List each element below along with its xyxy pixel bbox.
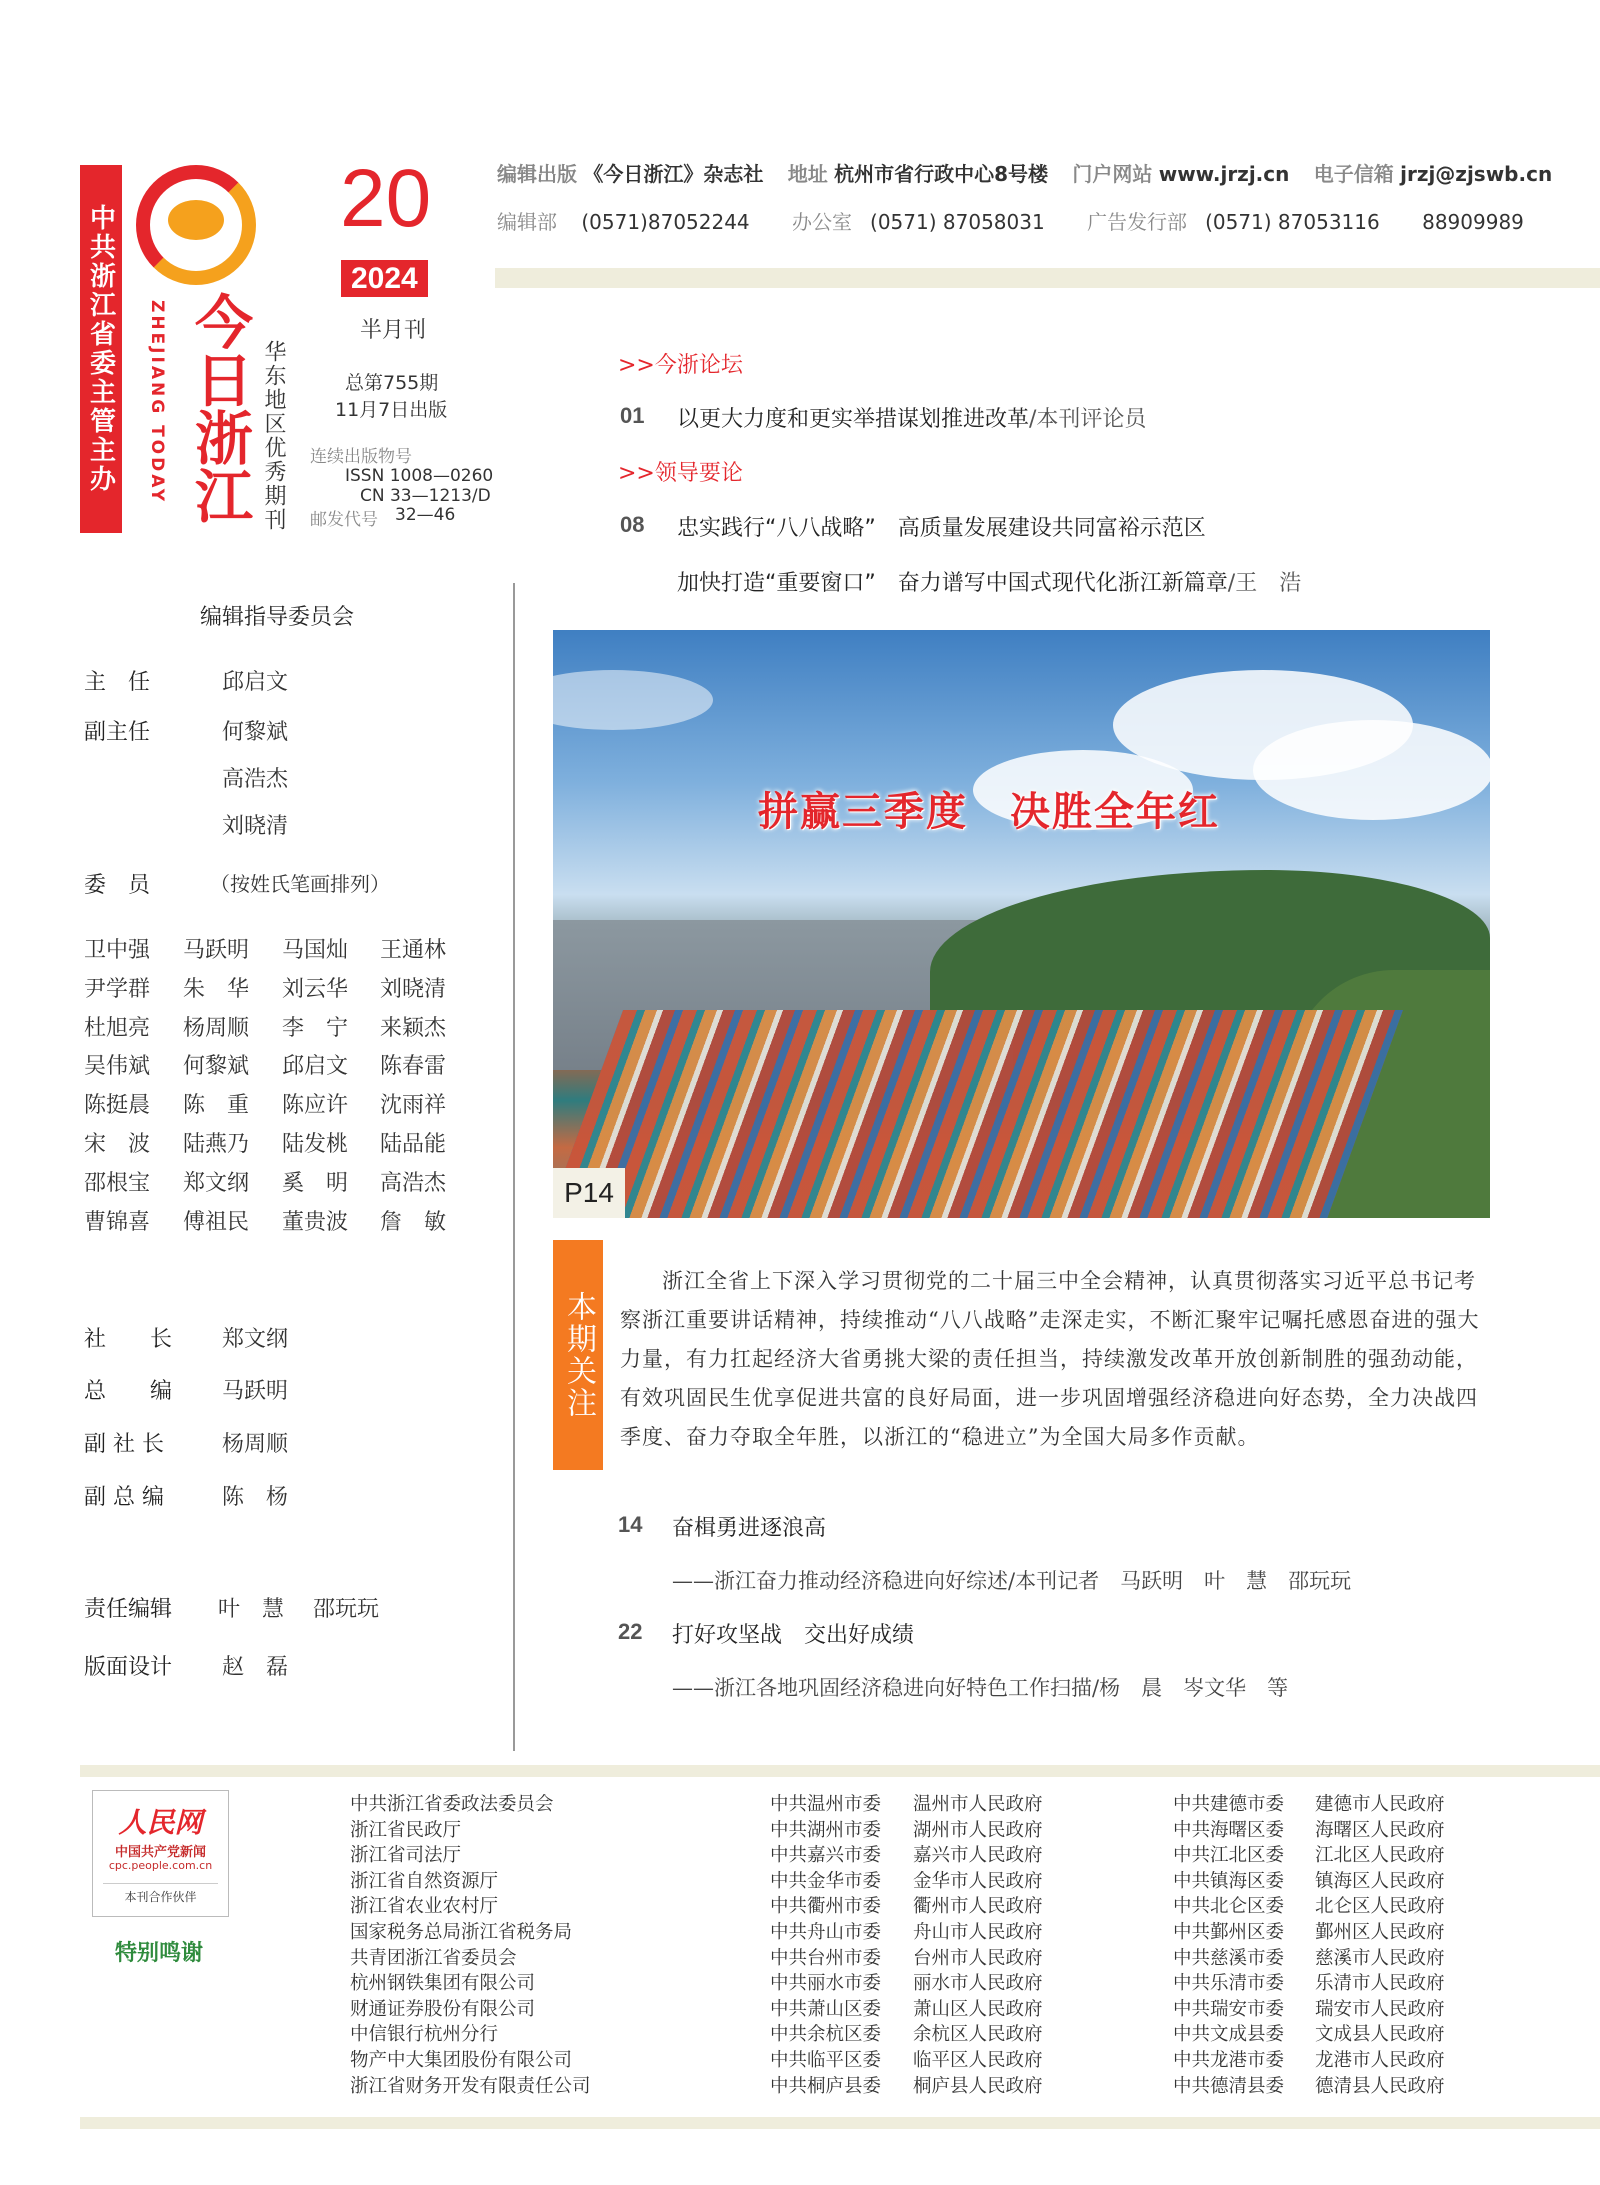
member-name: 吴伟斌 — [84, 1054, 151, 1080]
thanks-item: 中共龙港市委 — [1173, 2049, 1285, 2071]
thanks-item: 中共余杭区委 — [770, 2024, 882, 2046]
thanks-item: 中共慈溪市委 — [1173, 1947, 1285, 1969]
member-name: 陈挺晨 — [84, 1093, 151, 1119]
member-name: 陆燕乃 — [183, 1132, 250, 1157]
issn: ISSN 1008—0260 — [345, 466, 494, 486]
publisher-info — [497, 158, 1570, 187]
thanks-item: 丽水市人民政府 — [913, 1973, 1043, 1995]
thanks-item: 江北区人民政府 — [1315, 1845, 1445, 1867]
member-name: 高浩杰 — [380, 1170, 447, 1196]
thanks-item: 浙江省司法厅 — [350, 1845, 462, 1867]
member-name: 詹 敏 — [380, 1209, 447, 1235]
member-name: 奚 明 — [282, 1170, 349, 1196]
thanks-item: 台州市人民政府 — [913, 1947, 1043, 1969]
thanks-item: 中共建德市委 — [1173, 1794, 1285, 1815]
thanks-item: 桐庐县人民政府 — [913, 2075, 1043, 2097]
thanks-item: 龙港市人民政府 — [1315, 2049, 1445, 2071]
thanks-item: 德清县人民政府 — [1315, 2075, 1445, 2097]
magazine-honor: 华东地区优秀期刊 — [261, 340, 286, 532]
member-name: 宋 波 — [84, 1132, 151, 1157]
thanks-item: 中共北仑区委 — [1173, 1896, 1285, 1918]
thanks-item: 中信银行杭州分行 — [350, 2024, 499, 2046]
address-value: 杭州市省行政中心8号楼 — [834, 162, 1048, 186]
section-header: >>今浙论坛 — [618, 353, 743, 378]
member-name: 马国灿 — [282, 938, 349, 963]
column-divider — [513, 583, 515, 1751]
thanks-item: 中共金华市委 — [770, 1870, 882, 1892]
frequency: 半月刊 — [360, 318, 427, 343]
editorial-label: 编辑部 — [497, 210, 557, 234]
toc-author: /本刊评论员 — [1029, 407, 1147, 432]
thanks-item: 慈溪市人民政府 — [1315, 1947, 1445, 1969]
website-label: 门户网站 — [1072, 162, 1153, 186]
thanks-title: 特别鸣谢 — [115, 1940, 204, 1966]
deputy-role: 副主任 — [84, 720, 151, 745]
toc-item-subtitle: ——浙江各地巩固经济稳进向好特色工作扫描/杨 晨 岑文华 等 — [672, 1676, 1289, 1700]
thanks-item: 中共鄞州区委 — [1173, 1921, 1285, 1943]
member-name: 陈应许 — [282, 1093, 349, 1119]
thanks-column — [1173, 1792, 1284, 2099]
office-phone: (0571) 87058031 — [870, 210, 1045, 234]
thanks-item: 中共海曙区委 — [1173, 1819, 1285, 1841]
logo-dot-icon — [168, 200, 224, 240]
thanks-item: 中共文成县委 — [1173, 2024, 1285, 2046]
member-name: 陆发桃 — [282, 1132, 349, 1157]
photo-title: 拼赢三季度 决胜全年红 — [758, 789, 1220, 835]
member-name: 邵根宝 — [84, 1170, 151, 1196]
toc-title-text: 以更大力度和更实举措谋划推进改革 — [677, 407, 1030, 432]
thanks-item: 浙江省农业农村厅 — [350, 1896, 499, 1918]
thanks-item: 中共镇海区委 — [1173, 1870, 1285, 1892]
staff-name: 杨周顺 — [222, 1432, 289, 1457]
thanks-item: 中共衢州市委 — [770, 1896, 882, 1918]
thanks-item: 中共浙江省委政法委员会 — [350, 1794, 554, 1815]
ads-phone: (0571) 87053116 — [1205, 210, 1380, 234]
publish-date: 11月7日出版 — [335, 399, 448, 421]
email-label: 电子信箱 — [1313, 162, 1394, 186]
member-name: 沈雨祥 — [380, 1093, 447, 1119]
editor-name: 叶 慧 邵玩玩 — [218, 1597, 379, 1622]
ads-label: 广告发行部 — [1087, 210, 1188, 234]
partner-sub: 中国共产党新闻 — [114, 1845, 206, 1860]
toc-item-title[interactable] — [677, 402, 1146, 433]
committee-title: 编辑指导委员会 — [200, 605, 355, 630]
deputy-name: 高浩杰 — [222, 767, 289, 792]
logo-english: ZHEJIANG TODAY — [147, 300, 167, 505]
postal-code: 32—46 — [395, 505, 456, 525]
member-name: 陈 重 — [183, 1093, 250, 1119]
member-name: 杨周顺 — [183, 1015, 250, 1041]
publisher-value: 《今日浙江》杂志社 — [583, 162, 764, 186]
thanks-item: 浙江省民政厅 — [350, 1819, 462, 1841]
cn-number: CN 33—1213/D — [360, 486, 491, 506]
member-name: 陈春雷 — [380, 1054, 447, 1080]
member-name: 来颖杰 — [380, 1015, 447, 1041]
cover-photo[interactable] — [553, 630, 1490, 1218]
sponsor-band: 中共浙江省委主管主办 — [80, 165, 122, 533]
thanks-item: 中共嘉兴市委 — [770, 1845, 882, 1867]
member-name: 曹锦喜 — [84, 1209, 151, 1235]
thanks-item: 萧山区人民政府 — [913, 1998, 1043, 2020]
deputy-name: 刘晓清 — [222, 814, 289, 839]
office-label: 办公室 — [792, 210, 853, 234]
thanks-item: 建德市人民政府 — [1315, 1794, 1445, 1815]
members-role: 委 员 — [84, 873, 151, 898]
toc-page-number: 08 — [620, 512, 645, 537]
thanks-item: 浙江省自然资源厅 — [350, 1870, 499, 1892]
thanks-item: 中共湖州市委 — [770, 1819, 882, 1841]
toc-page-number: 01 — [620, 403, 645, 428]
thanks-item: 文成县人民政府 — [1315, 2024, 1445, 2046]
member-name: 何黎斌 — [183, 1054, 250, 1080]
thanks-item: 湖州市人民政府 — [913, 1819, 1043, 1841]
partner-logo[interactable] — [92, 1790, 229, 1917]
thanks-item: 海曙区人民政府 — [1315, 1819, 1445, 1841]
logo-chinese: 今日浙江 — [185, 292, 253, 524]
thanks-item: 中共萧山区委 — [770, 1998, 882, 2020]
thanks-item: 中共江北区委 — [1173, 1845, 1285, 1867]
section-header: >>领导要论 — [618, 461, 743, 486]
thanks-item: 杭州钢铁集团有限公司 — [350, 1973, 536, 1995]
postal-label: 邮发代号 — [310, 510, 378, 530]
member-name: 卫中强 — [84, 938, 151, 963]
member-name: 刘云华 — [282, 976, 349, 1002]
thanks-item: 物产中大集团股份有限公司 — [350, 2049, 573, 2071]
staff-role: 副 社 长 — [84, 1432, 164, 1457]
staff-name: 郑文纲 — [222, 1327, 289, 1352]
issue-year: 2024 — [341, 260, 428, 297]
thanks-item: 中共临平区委 — [770, 2049, 882, 2071]
thanks-item: 镇海区人民政府 — [1315, 1870, 1445, 1892]
total-issue: 总第755期 — [345, 372, 439, 394]
thanks-item: 温州市人民政府 — [913, 1794, 1043, 1815]
issue-number: 20 — [340, 153, 432, 244]
member-name: 朱 华 — [183, 976, 250, 1002]
thanks-item: 浙江省财务开发有限责任公司 — [350, 2075, 591, 2097]
deputy-name: 何黎斌 — [222, 720, 289, 745]
toc-item-title[interactable]: 奋楫勇进逐浪高 — [672, 1516, 827, 1541]
focus-tag: 本期关注 — [553, 1240, 603, 1470]
cloud-shape — [1253, 720, 1490, 820]
toc-item-title[interactable]: 忠实践行“八八战略” 高质量发展建设共同富裕示范区 — [677, 516, 1206, 541]
publisher-label: 编辑出版 — [497, 162, 577, 186]
member-name: 尹学群 — [84, 976, 151, 1002]
staff-name: 马跃明 — [222, 1379, 289, 1404]
director-role: 主 任 — [84, 670, 151, 695]
staff-role: 副 总 编 — [84, 1485, 164, 1510]
member-name: 邱启文 — [282, 1054, 349, 1080]
toc-title-text: 加快打造“重要窗口” 奋力谱写中国式现代化浙江新篇章 — [677, 571, 1228, 596]
footer-divider — [80, 1765, 1600, 1777]
member-name: 董贵波 — [282, 1209, 349, 1235]
thanks-item: 中共桐庐县委 — [770, 2075, 882, 2097]
container-yard — [553, 1010, 1403, 1218]
editorial-phone: (0571)87052244 — [581, 210, 750, 234]
thanks-item: 中共乐清市委 — [1173, 1973, 1285, 1995]
thanks-item: 中共德清县委 — [1173, 2075, 1285, 2097]
designer-role: 版面设计 — [84, 1655, 173, 1680]
thanks-item: 舟山市人民政府 — [913, 1921, 1043, 1943]
thanks-item: 嘉兴市人民政府 — [913, 1845, 1043, 1867]
serial-label: 连续出版物号 — [310, 447, 412, 467]
thanks-item: 鄞州区人民政府 — [1315, 1921, 1445, 1943]
toc-author: /王 浩 — [1227, 571, 1302, 596]
thanks-item: 瑞安市人民政府 — [1315, 1998, 1445, 2020]
toc-item-subtitle: ——浙江奋力推动经济稳进向好综述/本刊记者 马跃明 叶 慧 邵玩玩 — [672, 1569, 1352, 1593]
thanks-item: 余杭区人民政府 — [913, 2024, 1043, 2046]
thanks-item: 财通证券股份有限公司 — [350, 1998, 536, 2020]
member-name: 杜旭亮 — [84, 1015, 151, 1041]
member-name: 马跃明 — [183, 938, 250, 963]
focus-text: 浙江全省上下深入学习贯彻党的二十届三中全会精神，认真贯彻落实习近平总书记考察浙江重要讲话精神，持续推动“八八战略”走深走实，不断汇聚牢记嘱托感恩奋进的强大力量，有力扛起经济大省勇挑大梁的责任担当，持续激发改革开放创新制胜的强劲动能，有效巩固民生优享促进共富的良好局面，进一步巩固增强经济稳进向好态势，全力决战四季度、奋力夺取全年胜，以浙江的“稳进立”为全国大局多作贡献。 — [620, 1269, 1480, 1449]
staff-name: 陈 杨 — [222, 1485, 289, 1510]
thanks-item: 中共舟山市委 — [770, 1921, 882, 1943]
thanks-item: 中共瑞安市委 — [1173, 1998, 1285, 2020]
thanks-column — [350, 1792, 591, 2099]
toc-page-number: 14 — [618, 1512, 643, 1537]
member-name: 刘晓清 — [380, 976, 447, 1002]
website-value: www.jrzj.cn — [1158, 162, 1290, 186]
director-name: 邱启文 — [222, 670, 289, 695]
staff-role: 社 长 — [84, 1327, 173, 1352]
thanks-item: 金华市人民政府 — [913, 1870, 1043, 1892]
toc-page-number: 22 — [618, 1619, 643, 1644]
member-name: 李 宁 — [282, 1015, 349, 1041]
cloud-shape — [553, 670, 713, 730]
extra-phone: 88909989 — [1422, 210, 1524, 234]
member-name: 傅祖民 — [183, 1209, 250, 1235]
members-note: （按姓氏笔画排列） — [210, 872, 390, 896]
staff-role: 总 编 — [84, 1379, 173, 1404]
editor-role: 责任编辑 — [84, 1597, 173, 1622]
thanks-item: 中共丽水市委 — [770, 1973, 882, 1995]
header-divider-bar — [495, 268, 1600, 288]
thanks-item: 共青团浙江省委员会 — [350, 1947, 517, 1969]
thanks-item: 北仑区人民政府 — [1315, 1896, 1445, 1918]
footer-divider — [80, 2117, 1600, 2129]
member-name: 陆品能 — [380, 1132, 447, 1157]
member-name: 王通林 — [380, 938, 447, 963]
thanks-item: 国家税务总局浙江省税务局 — [350, 1921, 573, 1943]
thanks-item: 中共温州市委 — [770, 1794, 882, 1815]
thanks-column — [913, 1792, 1043, 2099]
thanks-column — [770, 1792, 881, 2099]
phone-info — [497, 206, 1560, 235]
address-label: 地址 — [787, 162, 828, 186]
thanks-item: 中共台州市委 — [770, 1947, 882, 1969]
toc-item-title[interactable] — [677, 566, 1301, 597]
partner-url: cpc.people.com.cn — [108, 1859, 213, 1872]
member-name: 郑文纲 — [183, 1170, 250, 1196]
photo-page-tag: P14 — [553, 1168, 625, 1218]
partner-name: 人民网 — [118, 1806, 203, 1839]
email-value: jrzj@zjswb.cn — [1400, 162, 1553, 186]
toc-item-title[interactable]: 打好攻坚战 交出好成绩 — [672, 1623, 915, 1648]
designer-name: 赵 磊 — [222, 1655, 289, 1680]
thanks-item: 衢州市人民政府 — [913, 1896, 1043, 1918]
thanks-item: 临平区人民政府 — [913, 2049, 1043, 2071]
partner-tag: 本刊合作伙伴 — [103, 1883, 218, 1905]
thanks-column — [1315, 1792, 1445, 2099]
thanks-item: 乐清市人民政府 — [1315, 1973, 1445, 1995]
